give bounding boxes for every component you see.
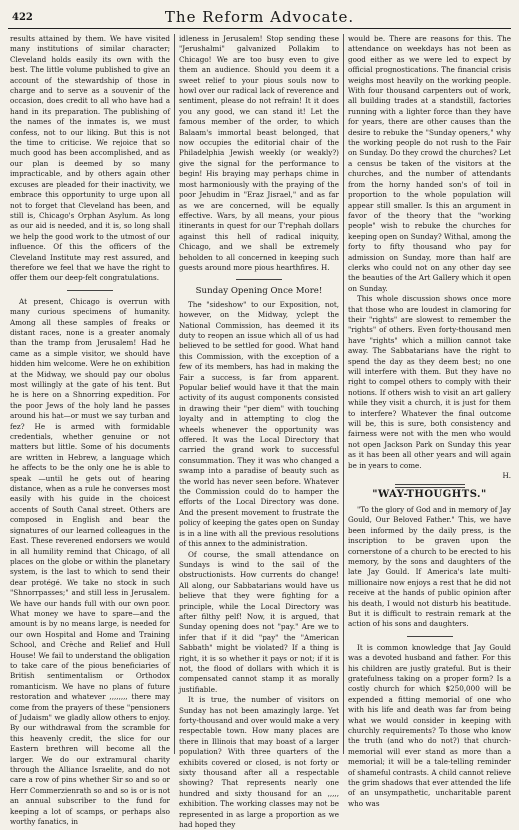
paragraph: It is true, the number of visitors on Sunday has not been amazingly large. Yet forty-thousand and over would make a very respectable town. How many places are there in Illinois that may boast of a larger population? With three quarters of the exhibits covered or closed, is not forty or sixty thousand after all a respectable showing? That represents nearly one hundred and sixty thousand for an ,,,,, exhibition. The working classes may not be represented in as large a proportion as we had hoped they — [179, 695, 339, 830]
publication-title: The Reform Advocate. — [164, 8, 355, 26]
section-separator — [395, 484, 465, 488]
paragraph: would be. There are reasons for this. The attendance on weekdays has not been as good either as we were led to expect by official prognostications. The financial crisis weighs most heavily on the working people. With four thousand carpenters out of work, all building trades at a standstill, factories running with a lighter force than they have for years, there are other causes than the desire to rebuke the "Sunday openers," why the working people do not rush to the Fair on Sunday. Do they crowd the churches? Let a census be taken of the visitors at the churches, and the number of attendants from the horny handed son's of toil in proportion to the whole population will appear still smaller. Is this an argument in favor of the theory that the "working people" wish to rebuke the churches for keeping open on Sunday? Withal, among the forty to fifty thousand who pay for admission on Sunday, more than half are clerks who could not on any other day see the beauties of the Art Gallery which it open on Sunday. — [348, 34, 511, 293]
page-header — [8, 6, 511, 29]
paragraph: idleness in Jerusalem! Stop sending these "Jerushalmi" galvanized Pollakim to Chicago! We are too busy even to give them an audience. Should you deem it a sweet relief to your pious souls now to howl over our radical lack of reverence and sentiment, please do not refrain! It it does you any good, we can stand it! Let the famous member of the order, to which Balaam's immortal beast belonged, that now occupies the editorial chair of the Philadelphia Jewish weekly (or weakly?) give the signal for the performance to begin! His braying may perhaps chime in most harmoniously with the praying of the poor Jehudim in "Eraz Jisrael," and as far as we are concerned, will be equally effective. Wars, by all means, your pious itinerants in quest for our T'rephah dollars against this hell of radical iniquity, Chicago, and we shall be extremely beholden to all concerned in keeping such guests around more pious hearthfires. H. — [179, 34, 339, 272]
paragraph: results attained by them. We have visited many institutions of similar character; Cleveland holds easily its own with the best. The little volume published to give an account of the stewardship of those in charge and to serve as a souvenir of the occasion, does credit to all who have had a hand in its preparation. The publishing of the names of the inmates is, we must confess, not to our liking. But this is not the time to criticise. We rejoice that so much good has been accomplished, and as our plan is deemed by so many impracticable, and by others again other excuses are pleaded for their inactivity, we embrace this opportunity to urge upon all not to forget that Cleveland has been, and still is, Chicago's Orphan Asylum. As long as our aid is needed, and it is, so long shall we help the good work to the utmost of our influence. Of this the officers of the Cleveland Institute may rest assured, and therefore we feel that we have the right to offer them our deep-felt congratulations. — [10, 34, 170, 283]
page-number: 422 — [12, 12, 33, 23]
column-2 — [179, 34, 339, 830]
paragraph: At present, Chicago is overrun with many curious specimens of humanity. Among all these samples of freaks or distant races, none is a greater anomaly than the tramp from Jerusalem! Had he came as a simple visitor, we should have hidden him welcome. Were he on exhibition at the Midway, we should pay our obolus most willingly at the gate of his tent. But he is here on a Shnorring expedition. For the poor Jews of the holy land he passes around his hat—or must we say turban and fez? He is armed with formidable credentials, whether genuine or not matters but little. Some of his documents are written in Hebrew, a language which he affects to be the only one he is able to speak —until he gets out of hearing distance, when as a rule he converses most easily with his guide in the choicest accents of South Canal street. Others are composed in English and bear the signatures of our learned colleagues in the East. These reverened endorsers we would in all humility remind that Chicago, of all places on the globe or within the planetary system, is the last to which to send their dear protégé. We take no stock in such "Shnorrpasses;" and still less in Jerusalem. We have our hands full with our own poor. What money we have to spare—and the amount is by no means large, is needed for our own Hospital and Home and Training School, and Crèche and Relief and Hull House! We fail to understand the obligation to take care of the pious beneficiaries of British sentimentalism or Orthodox romanticism. We have no plans of future restoration and whatever ,,,,,,,, there may come from the prayers of these "pensioners of Judaism" we gladly allow others to enjoy. By our withdrawal from the scramble for this heavenly credit, the slice for our Eastern brethren will become all the larger. We do our extramural charity through the Alliance Israelite, and do not care a row of pins whether Sir so and so or Herr Commerzienrath so and so is or is not an annual subscriber to the fund for keeping a lot of scamps, or perhaps also worthy fanatics, in — [10, 296, 170, 827]
paragraph: "To the glory of God and in memory of Jay Gould, Our Beloved Father." This, we have been informed by the daily press, is the inscription to be graven upon the cornerstone of a church to be erected to his memory, by the sons and daughters of the late Jay Gould. If America's late multi-millionaire now enjoys a rest that he did not receive at the hands of public opinion after his death, I would not disturb his beatitude. But it is difficult to restrain remark at the action of his sons and daughters. — [348, 504, 511, 629]
paragraph: This whole discussion shows once more that those who are loudest in clamoring for their "rights" are slowest to remember the "rights" of others. Even forty-thousand men have "rights" which a million cannot take away. The Sabbatarians have the right to spend the day as they deem best; no one will interfere with them. But they have no right to compel others to comply with their notions. If others wish to visit an art gallery while they visit a church, it is just for them to interfere? Whatever the final outcome will be, this is sure, both consistency and fairness were not with the men who would not open Jackson Park on Sunday this year as it has been all other years and will again be in years to come. — [348, 294, 511, 470]
section-separator — [236, 279, 282, 280]
section-separator — [67, 290, 113, 291]
paragraph: It is common knowledge that Jay Gould was a devoted husband and father. For this his children are justly grateful. But is their gratefulness taking on a proper form? Is a costly church for which $250,000 will be expended a fitting memorial of one who with his life and death was far from being what we would consider in keeping with churchly requirements? To those who know the truth (and who do not?) that church-memorial will ever stand as more than a memorial; it will be a tale-telling reminder of shameful contrasts. A child cannot relieve the grim shadows that ever attended the life of an unsympathetic, uncharitable parent who was — [348, 642, 511, 808]
signature: H. — [502, 471, 511, 481]
paragraph: Of course, the small attendance on Sundays is wind to the sail of the obstructionists. How currents do change! All along, our Sabbatarians would have us believe that they were fighting for a principle, while the Local Directory was after filthy pelf! Now, it is argued, that Sunday opening does not "pay." Are we to infer that if it did "pay" the "American Sabbath" might be violated? If a thing is right, it is so whether it pays or not; if it is not, the flood of dollars with which it is compensated cannot stamp it as morally justifiable. — [179, 549, 339, 694]
column-1 — [10, 34, 170, 827]
article-heading: Sunday Opening Once More! — [195, 286, 323, 297]
section-separator — [407, 636, 453, 637]
column-rule — [343, 34, 344, 754]
column-3 — [348, 34, 511, 808]
article-heading: "WAY-THOUGHTS." — [372, 489, 487, 501]
column-rule — [174, 34, 175, 754]
paragraph: The "sideshow" to our Exposition, not, however, on the Midway, yclept the National Commission, has deemed it its duty to reopen an issue which all of us had believed to be settled for good. What hand this Commission, with the exception of a few of its members, has had in making the Fair a success, is far from apparent. Popular belief would have it that the main activity of its august components consisted in drawing their "per diem" with touching loyalty and in attempting to clog the wheels whenever the opportunity was offered. It was the Local Directory that carried the grand work to successful consummation. They it was who changed a swamp into a paradise of beauty such as the world has never seen before. Whatever the Commission could do to hamper the efforts of the Local Directory was done. And the present movement to frustrate the policy of keeping the gates open on Sunday is in a line with all the previous resolutions of this annex to the administration. — [179, 299, 339, 549]
